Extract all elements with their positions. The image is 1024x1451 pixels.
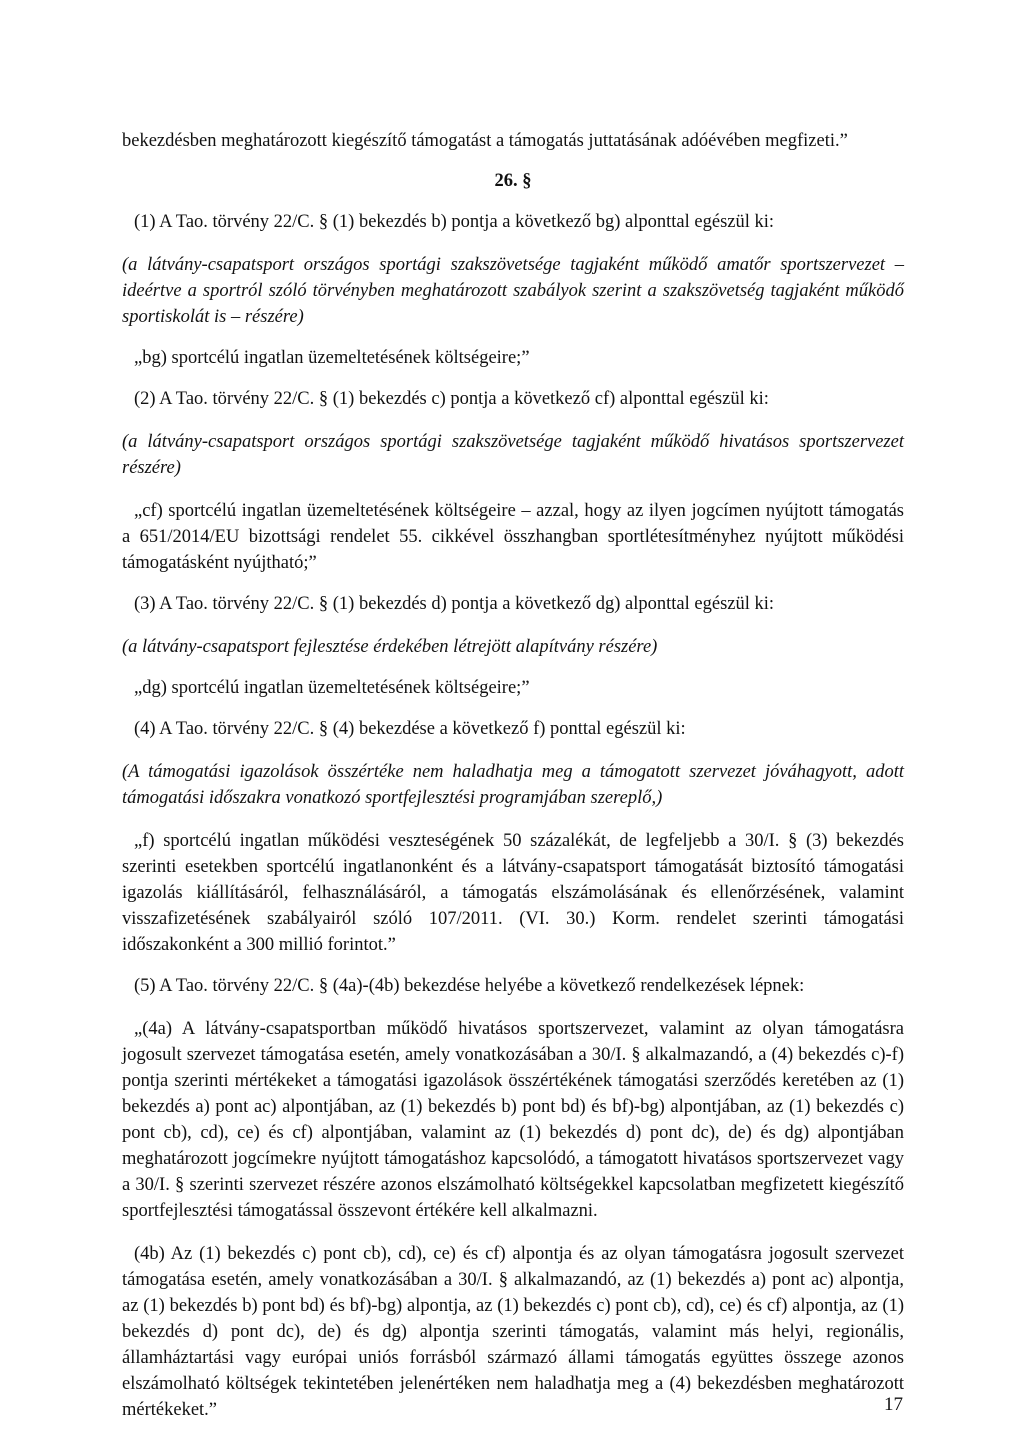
paragraph-amendment-2: (2) A Tao. törvény 22/C. § (1) bekezdés c) pontja a következő cf) alponttal egészül ki: — [134, 389, 769, 409]
page-number: 17 — [884, 1394, 903, 1415]
paragraph-amendment-3: (3) A Tao. törvény 22/C. § (1) bekezdés d) pontja a következő dg) alponttal egészül ki: — [134, 594, 775, 614]
paragraph-amendment-5: (5) A Tao. törvény 22/C. § (4a)-(4b) bekezdése helyébe a következő rendelkezések lépnek: — [134, 976, 805, 996]
paragraph-text-4b: (4b) Az (1) bekezdés c) pont cb), cd), ce) és cf) alpontja és az olyan támogatásra jogosult szervezet támogatása esetén, amely vonatkozásában a 30/I. § alkalmazandó, az (1) bekezdés a) pont ac) alpontja, az (1) bekezdés b) pont bd) és bf)-bg) alpontja, az (1) bekezdés c) pont cb), cd), ce) és cf) alpontja, az (1) bekezdés d) pont dc), de) és dg) alpontja szerinti támogatás, valamint más helyi, regionális, államháztartási vagy európai uniós forrásból származó állami támogatás együttes összege azonos elszámolható költségek tekintetében jelenértéken nem haladhatja meg a (4) bekezdésben meghatározott mértékeket.” — [122, 1244, 904, 1420]
paragraph-text-3: „dg) sportcélú ingatlan üzemeltetésének költségeire;” — [134, 678, 530, 698]
document-page — [122, 128, 904, 1423]
paragraph-context-4: (A támogatási igazolások összértéke nem haladhatja meg a támogatott szervezet jóváhagyott, adott támogatási időszakra vonatkozó sportfejlesztési programjában szereplő,) — [122, 762, 904, 808]
paragraph-text-4a: „(4a) A látvány-csapatsportban működő hivatásos sportszervezet, valamint az olyan támogatásra jogosult szervezet támogatása esetén, amely vonatkozásában a 30/I. § alkalmazandó, a (4) bekezdés c)-f) pontja szerinti mértékeket a támogatási igazolások összértékének támogatási szerződés keretében az (1) bekezdés a) pont ac) alpontjában, az (1) bekezdés b) pont bd) és bf)-bg) alpontjában, az (1) bekezdés c) pont cb), cd), ce) és cf) alpontjában, valamint az (1) bekezdés d) pont dc), de) és dg) alpontjában meghatározott jogcímekre nyújtott támogatáshoz kapcsolódó, a támogatott hivatásos sportszervezet vagy a 30/I. § szerinti szervezet részére azonos elszámolható költségekkel kapcsolatban megfizetett kiegészítő sportfejlesztési támogatással összevont értékére kell alkalmazni. — [122, 1019, 904, 1221]
paragraph-text-2: „cf) sportcélú ingatlan üzemeltetésének költségeire – azzal, hogy az ilyen jogcímen nyújtott támogatás a 651/2014/EU bizottsági rendelet 55. cikkével összhangban sportlétesítményhez nyújtott működési támogatásként nyújtható;” — [122, 501, 904, 573]
paragraph-context-3: (a látvány-csapatsport fejlesztése érdekében létrejött alapítvány részére) — [122, 637, 658, 657]
paragraph-amendment-1: (1) A Tao. törvény 22/C. § (1) bekezdés b) pontja a következő bg) alponttal egészül ki: — [134, 212, 775, 232]
paragraph-amendment-4: (4) A Tao. törvény 22/C. § (4) bekezdése a következő f) ponttal egészül ki: — [134, 719, 686, 739]
paragraph-context-1: (a látvány-csapatsport országos sportági szakszövetsége tagjaként működő amatőr sportszervezet – ideértve a sportról szóló törvényben meghatározott szabályok szerint a szakszövetség tagjaként működő sportiskolát is – részére) — [122, 255, 904, 327]
paragraph-text-4: „f) sportcélú ingatlan működési veszteségének 50 százalékát, de legfeljebb a 30/I. § (3) bekezdés szerinti esetekben sportcélú ingatlanonként és a látvány-csapatsport támogatását biztosító támogatási igazolás kiállításáról, felhasználásáról, a támogatás elszámolásának és ellenőrzésének, valamint visszafizetésének szabályairól szóló 107/2011. (VI. 30.) Korm. rendelet szerinti támogatási időszakonként a 300 millió forintot.” — [122, 831, 904, 955]
paragraph-text-1: „bg) sportcélú ingatlan üzemeltetésének költségeire;” — [134, 348, 530, 368]
paragraph-context-2: (a látvány-csapatsport országos sportági szakszövetsége tagjaként működő hivatásos sportszervezet részére) — [122, 432, 904, 478]
section-heading: 26. § — [494, 171, 532, 191]
paragraph-continuation: bekezdésben meghatározott kiegészítő támogatást a támogatás juttatásának adóévében megfizeti.” — [122, 131, 848, 151]
